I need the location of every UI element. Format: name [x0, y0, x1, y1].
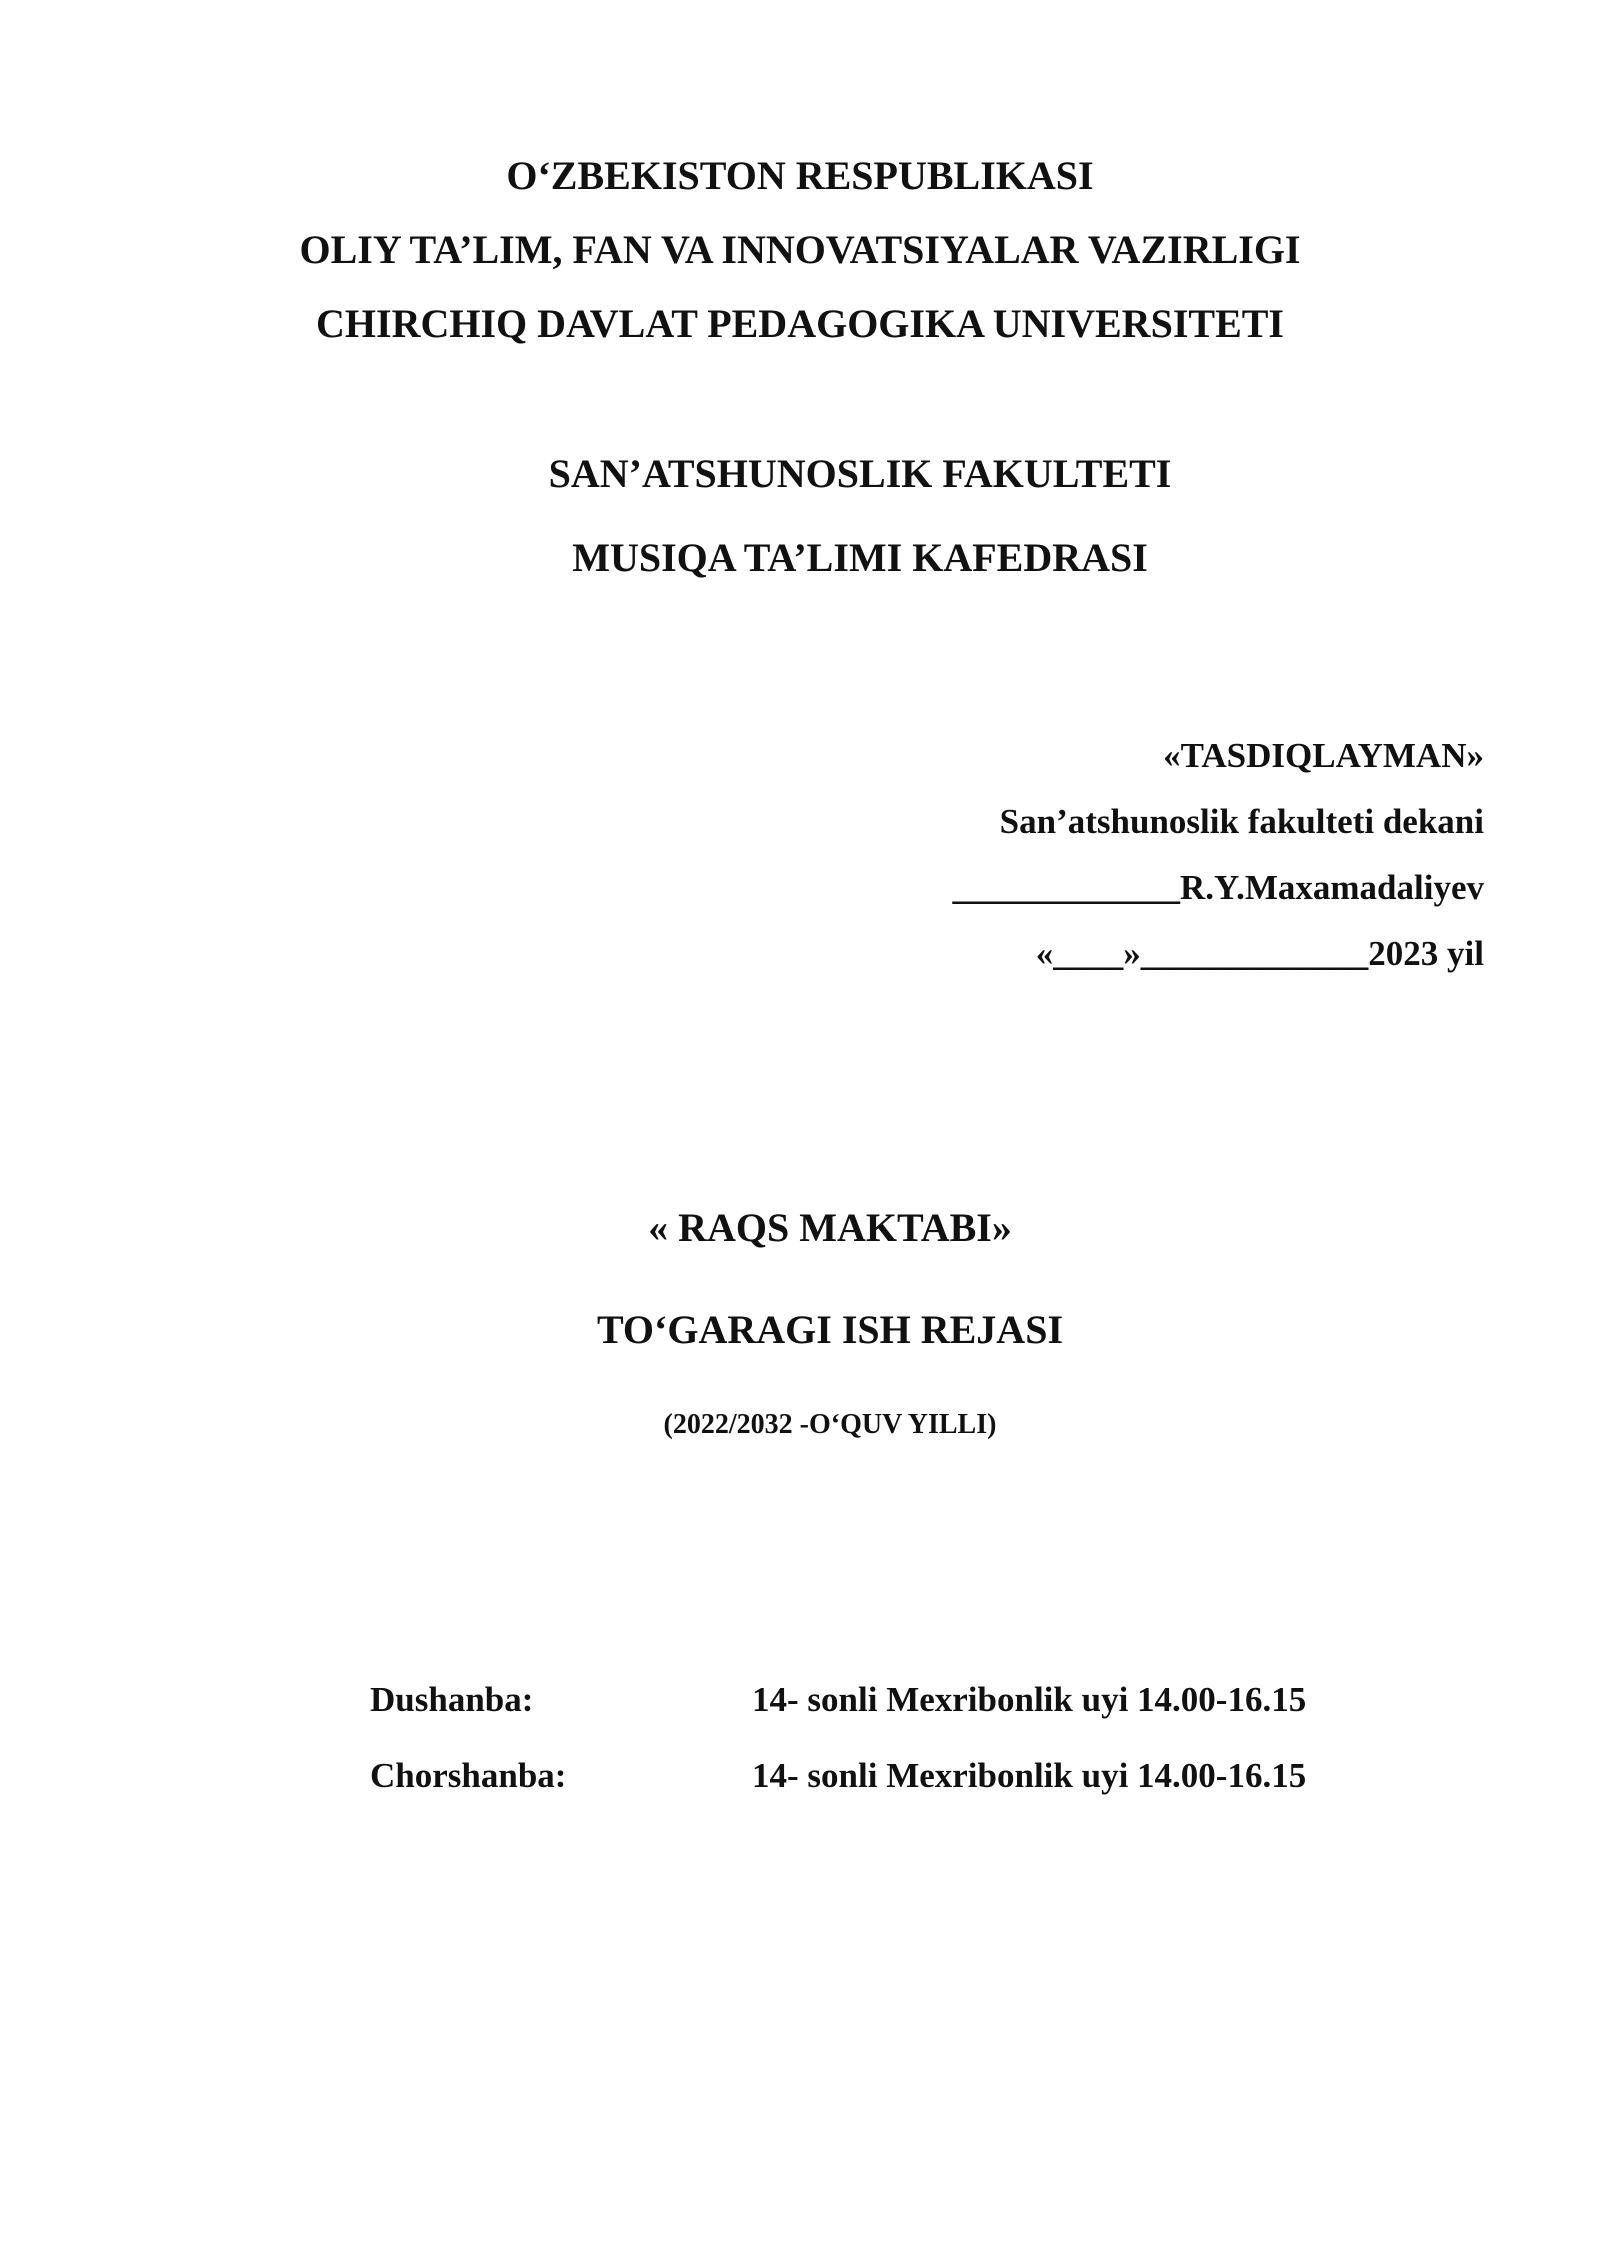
document-title: « RAQS MAKTABI» [648, 1205, 1012, 1250]
approval-date: «____»_____________2023 yil [1035, 934, 1484, 973]
faculty-name: SAN’ATSHUNOSLIK FAKULTETI [548, 451, 1172, 496]
schedule-day: Dushanba: [370, 1680, 534, 1719]
department-name: MUSIQA TA’LIMI KAFEDRASI [572, 535, 1148, 580]
approval-heading: «TASDIQLAYMAN» [1163, 736, 1484, 775]
schedule-day: Chorshanba: [370, 1756, 567, 1795]
header-republic: O‘ZBEKISTON RESPUBLIKASI [506, 153, 1094, 198]
document-subtitle: TO‘GARAGI ISH REJASI [596, 1307, 1064, 1352]
academic-year: (2022/2032 -O‘QUV YILLI) [663, 1409, 997, 1440]
approval-signature: _____________R.Y.Maxamadaliyev [952, 868, 1484, 907]
schedule-place: 14- sonli Mexribonlik uyi 14.00-16.15 [752, 1680, 1307, 1719]
header-ministry: OLIY TA’LIM, FAN VA INNOVATSIYALAR VAZIRLIGI [299, 227, 1301, 272]
approval-position: San’atshunoslik fakulteti dekani [999, 802, 1484, 841]
schedule-place: 14- sonli Mexribonlik uyi 14.00-16.15 [752, 1756, 1307, 1795]
header-university: CHIRCHIQ DAVLAT PEDAGOGIKA UNIVERSITETI [316, 301, 1284, 346]
